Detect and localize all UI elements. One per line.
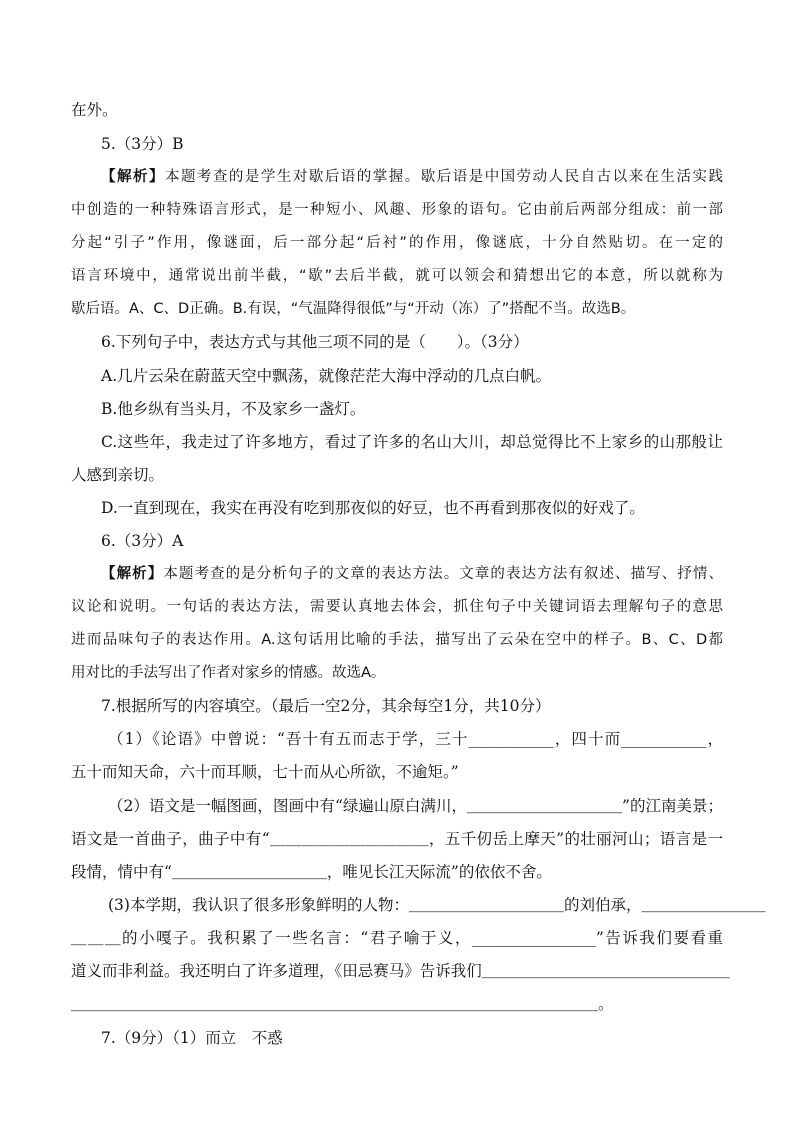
question-7-part-1: （1）《论语》中曾说：“吾十有五而志于学，三十___________，四十而___________， [108, 730, 723, 748]
analysis-5-line: 语言环境中，通常说出前半截，“歇”去后半截，就可以领会和猜想出它的本意，所以就称为 [71, 268, 723, 284]
analysis-6-line: 议论和说明。一句话的表达方法，需要认真地去体会，抓住句子中关键词语去理解句子的意思 [71, 599, 723, 615]
analysis-label: 【解析】 [101, 566, 164, 582]
analysis-label: 【解析】 [101, 169, 165, 185]
question-6-option-c: C.这些年，我走过了许多地方，看过了许多的名山大川，却总觉得比不上家乡的山那般让 [101, 433, 723, 451]
analysis-6-line: 【解析】本题考查的是分析句子的文章的表达方法。文章的表达方法有叙述、描写、抒情、 [101, 566, 724, 582]
analysis-5-line: 【解析】本题考查的是学生对歇后语的掌握。歇后语是中国劳动人民自古以来在生活实践 [101, 169, 724, 185]
question-7-part-3-cont: 道义而非利益。我还明白了许多道理，《田忌赛马》告诉我们＿＿＿＿＿＿＿＿＿＿＿＿＿＿＿＿ [71, 962, 730, 980]
text-line: 在外。 [71, 101, 118, 119]
question-6-option-a: A.几片云朵在蔚蓝天空中飘荡，就像茫茫大海中浮动的几点白帆。 [101, 367, 552, 385]
question-7-part-3: (3)本学期，我认识了很多形象鲜明的人物：＿＿＿＿＿＿＿＿＿＿的刘伯承，＿＿＿＿＿＿＿＿ [108, 896, 766, 914]
question-6: 6.下列句子中，表达方式与其他三项不同的是（ ）。（3分） [101, 333, 529, 351]
answer-6: 6.（3分）A [101, 532, 184, 550]
answer-5: 5.（3分）B [101, 135, 184, 153]
analysis-6-line: 用对比的手法写出了作者对家乡的情感。故选A。 [71, 665, 386, 681]
question-7-part-2-cont: 语文是一首曲子，曲子中有“＿＿＿＿＿＿＿＿＿＿，五千仞岳上摩天”的壮丽河山；语言是一 [71, 830, 723, 848]
analysis-5-line: 中创造的一种特殊语言形式，是一种短小、风趣、形象的语句。它由前后两部分组成：前一部 [71, 202, 723, 218]
question-7-part-3-cont: ＿＿＿的小嘎子。我积累了一些名言：“君子喻于义，________________”告诉我们要看重 [71, 929, 723, 947]
question-7-part-1-cont: 五十而知天命，六十而耳顺，七十而从心所欲，不逾矩。” [71, 763, 459, 781]
question-7-part-3-cont: ＿＿＿＿＿＿＿＿＿＿＿＿＿＿＿＿＿＿＿＿＿＿＿＿＿＿＿＿＿＿＿＿＿＿。 [71, 995, 614, 1013]
question-7: 7.根据所写的内容填空。（最后一空2分，其余每空1分，共10分） [101, 697, 551, 715]
question-7-part-2-cont: 段情，情中有“＿＿＿＿＿＿＿＿＿＿，唯见长江天际流”的依依不舍。 [71, 863, 552, 881]
question-6-option-b: B.他乡纵有当头月，不及家乡一盏灯。 [101, 400, 366, 418]
analysis-5-line: 歇后语。A、C、D正确。B.有误，“气温降得很低”与“开动（冻）了”搭配不当。故选B。 [71, 301, 636, 317]
question-6-option-d: D.一直到现在，我实在再没有吃到那夜似的好豆，也不再看到那夜似的好戏了。 [101, 499, 645, 517]
question-7-part-2: （2）语文是一幅图画，图画中有“绿遍山原白满川，＿＿＿＿＿＿＿＿＿＿”的江南美景； [108, 797, 723, 815]
answer-7: 7.（9分）（1）而立 不惑 [101, 1029, 283, 1047]
analysis-6-line: 进而品味句子的表达作用。A.这句话用比喻的手法，描写出了云朵在空中的样子。B、C、D都 [71, 632, 723, 648]
analysis-5-line: 分起“引子”作用，像谜面，后一部分起“后衬”的作用，像谜底，十分自然贴切。在一定的 [71, 235, 723, 251]
question-6-option-c-cont: 人感到亲切。 [71, 466, 165, 484]
